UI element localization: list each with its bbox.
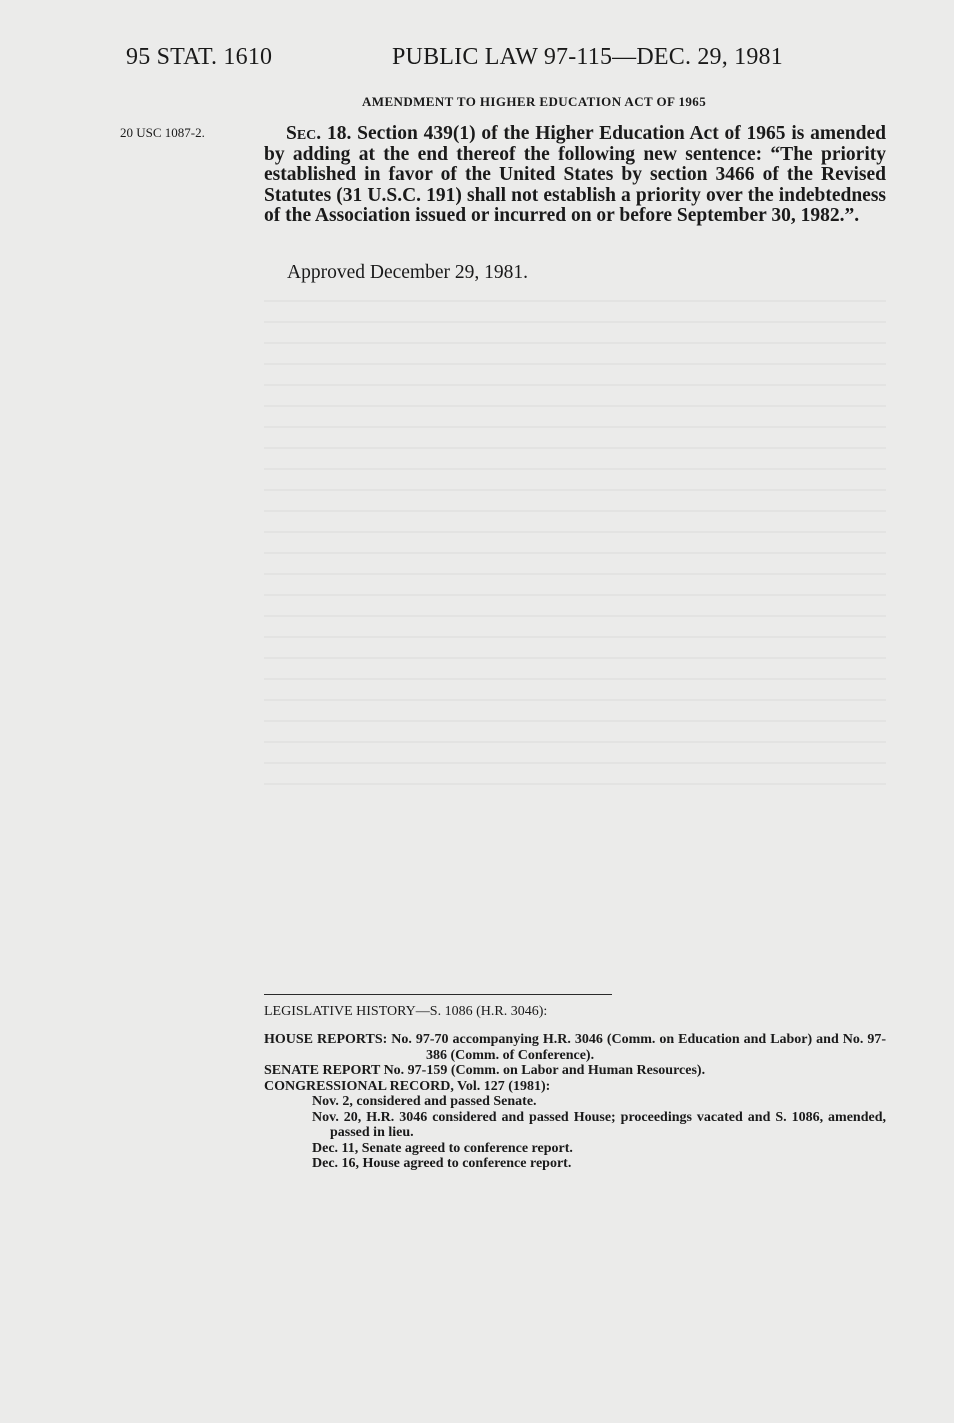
page-title: PUBLIC LAW 97-115—DEC. 29, 1981 xyxy=(392,44,783,70)
house-reports: HOUSE REPORTS: No. 97-70 accompanying H.R. 3046 (Comm. on Education and Labor) and No. 97-386 (Comm. of Conference). xyxy=(264,1032,886,1063)
approval-date: Approved December 29, 1981. xyxy=(287,262,528,283)
senate-report: SENATE REPORT No. 97-159 (Comm. on Labor and Human Resources). xyxy=(264,1063,706,1078)
stat-page-number: 95 STAT. 1610 xyxy=(126,44,273,70)
legislative-history xyxy=(264,1032,886,1172)
history-divider xyxy=(264,994,612,995)
section-label: Sec. xyxy=(286,123,322,144)
section-body: 18. Section 439(1) of the Higher Education Act of 1965 is amended by adding at the end thereof the following new sentence: “The priority established in favor of the United States by section 3466 of the Revised Statutes (31 U.S.C. 191) shall not establish a priority over the indebtedness of the Association issued or incurred on or before September 30, 1982.”. xyxy=(264,123,886,226)
record-entry: Nov. 20, H.R. 3046 considered and passed House; proceedings vacated and S. 1086, amended, passed in lieu. xyxy=(312,1109,886,1140)
show-through-background xyxy=(264,300,886,830)
legislative-history-title: LEGISLATIVE HISTORY—S. 1086 (H.R. 3046): xyxy=(264,1004,548,1019)
record-entry: Dec. 16, House agreed to conference report. xyxy=(312,1156,572,1171)
record-entry: Nov. 2, considered and passed Senate. xyxy=(312,1094,537,1109)
section-18-text xyxy=(264,124,886,227)
section-heading: AMENDMENT TO HIGHER EDUCATION ACT OF 1965 xyxy=(362,94,707,109)
congressional-record: CONGRESSIONAL RECORD, Vol. 127 (1981): xyxy=(264,1078,551,1094)
usc-citation-margin-note: 20 USC 1087-2. xyxy=(120,125,205,140)
record-entry: Dec. 11, Senate agreed to conference report. xyxy=(312,1140,573,1156)
